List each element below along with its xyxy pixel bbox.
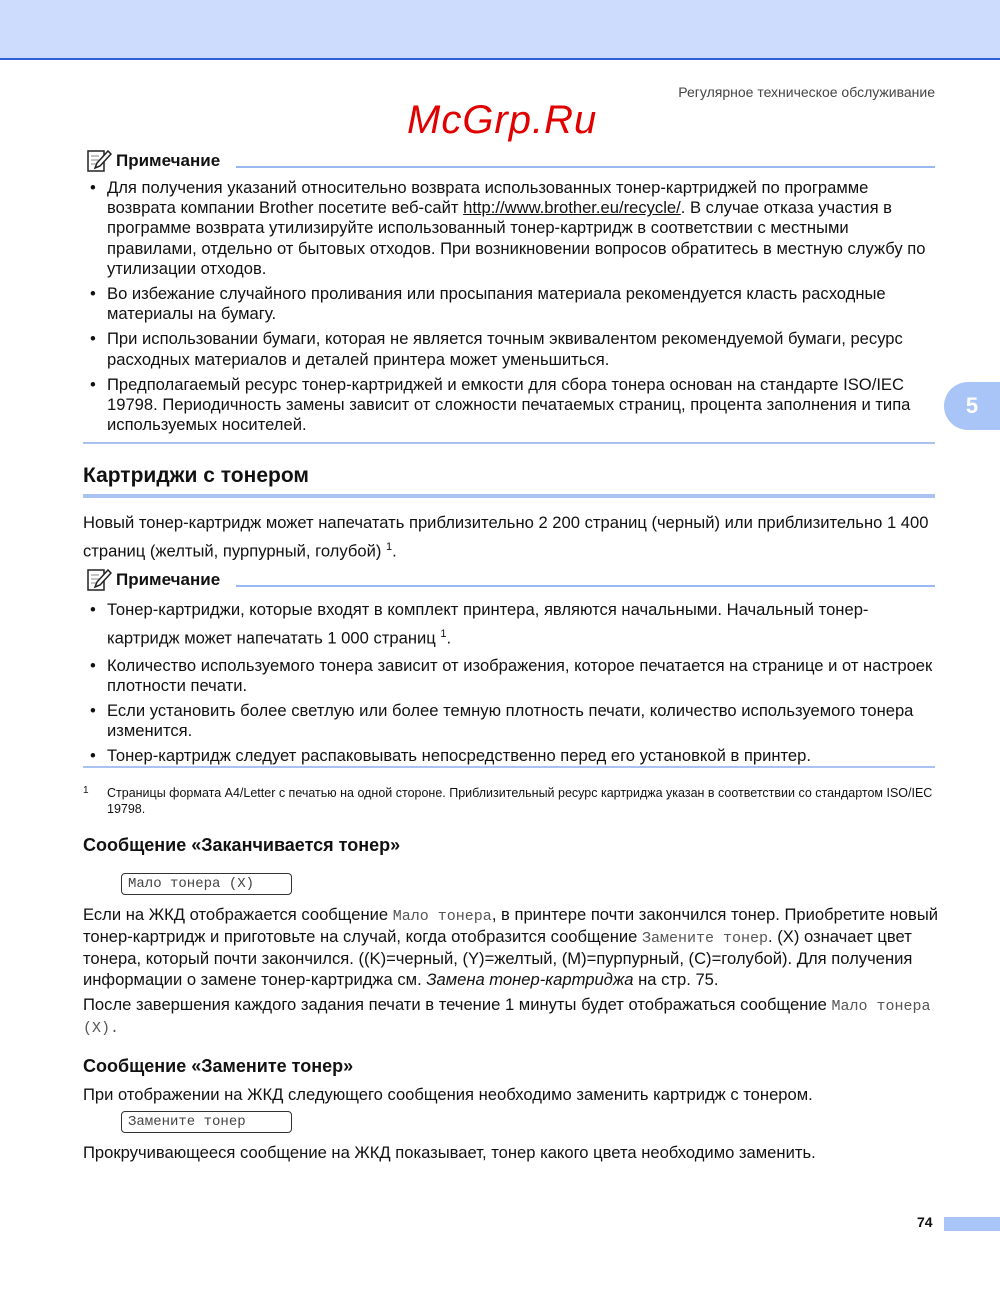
list-item: • При использовании бумаги, которая не является точным эквивалентом рекомендуемой бумаги, ресурс расходных материалов и деталей принтера может уменьшиться.	[90, 329, 938, 369]
note-heading	[86, 567, 220, 593]
note-pencil-icon	[86, 567, 112, 593]
note2-list	[90, 597, 938, 772]
header-band	[0, 0, 1000, 58]
note1-list	[90, 178, 938, 440]
low-toner-paragraph: Если на ЖКД отображается сообщение Мало тонера, в принтере почти закончился тонер. Приобретите новый тонер-картридж и приготовьте на случай, когда отобразится сообщение Замените тонер. (X) означает цвет тонера, который почти закончился. ((K)=черный, (Y)=желтый, (M)=пурпурный, (C)=голубой). Для получения информации о замене тонер-картриджа см. Замена тонер-картриджа на стр. 75.	[83, 905, 939, 989]
list-item: • Если установить более светлую или более темную плотность печати, количество используемого тонера изменится.	[90, 701, 938, 741]
list-item: • Тонер-картридж следует распаковывать непосредственно перед его установкой в принтер.	[90, 746, 938, 766]
page-number-bar	[944, 1217, 1000, 1231]
replace-toner-paragraph-2: Прокручивающееся сообщение на ЖКД показывает, тонер какого цвета необходимо заменить.	[83, 1143, 816, 1163]
note-pencil-icon	[86, 148, 112, 174]
lcd-message-low-toner: Мало тонера (X)	[121, 873, 292, 895]
replace-toner-heading: Сообщение «Замените тонер»	[83, 1056, 354, 1077]
note-title: Примечание	[116, 570, 221, 589]
running-header: Регулярное техническое обслуживание	[678, 84, 935, 100]
list-item: • Тонер-картриджи, которые входят в комплект принтера, являются начальными. Начальный тонер-картридж может напечатать 1 000 страниц $^1$.	[90, 597, 938, 651]
lcd-message-replace-toner: Замените тонер	[121, 1111, 292, 1133]
note-end-rule	[83, 766, 935, 768]
list-item: • Во избежание случайного проливания или просыпания материала рекомендуется класть расходные материалы на бумагу.	[90, 284, 938, 324]
recycle-link[interactable]: http://www.brother.eu/recycle/	[463, 198, 681, 218]
low-toner-paragraph-2: После завершения каждого задания печати в течение 1 минуты будет отображаться сообщение Мало тонера (X).	[83, 994, 931, 1038]
note-title: Примечание	[116, 151, 221, 170]
note-end-rule	[83, 442, 935, 444]
header-rule	[0, 58, 1000, 60]
cross-reference[interactable]: Замена тонер-картриджа	[426, 969, 634, 989]
section-intro: Новый тонер-картридж может напечатать приблизительно 2 200 страниц (черный) или приблизительно 1 400 страниц (желтый, пурпурный, голубой) $^1$.	[83, 513, 929, 561]
watermark: McGrp.Ru	[407, 98, 598, 142]
section-title: Картриджи с тонером	[83, 464, 309, 487]
list-item: • Количество используемого тонера зависит от изображения, которое печатается на странице и от настроек плотности печати.	[90, 656, 938, 696]
list-item: • Для получения указаний относительно возврата использованных тонер-картриджей по программе возврата компании Brother посетите веб-сайт http://www.brother.eu/recycle/. В случае отказа участия в программе возврата утилизируйте использованный тонер-картридж в соответствии с местными правилами, отдельно от бытовых отходов. При возникновении вопросов обратитесь в местную службу по утилизации отходов.	[90, 178, 938, 279]
note-rule	[236, 585, 935, 587]
low-toner-heading: Сообщение «Заканчивается тонер»	[83, 835, 401, 855]
note-heading	[86, 148, 220, 174]
toner-messages	[83, 834, 943, 1164]
note-rule	[236, 166, 935, 168]
chapter-tab[interactable]: 5	[944, 382, 1000, 430]
list-item: • Предполагаемый ресурс тонер-картриджей и емкости для сбора тонера основан на стандарте ISO/IEC 19798. Периодичность замены зависит от сложности печатаемых страниц, процента заполнения и типа используемых носителей.	[90, 375, 938, 436]
footnote: 1 Страницы формата A4/Letter с печатью на одной стороне. Приблизительный ресурс картриджа указан в соответствии со стандартом ISO/IEC 19798.	[83, 785, 933, 816]
replace-toner-paragraph: При отображении на ЖКД следующего сообщения необходимо заменить картридж с тонером.	[83, 1085, 813, 1105]
section-rule	[83, 494, 935, 498]
page-number: 74	[917, 1214, 933, 1230]
